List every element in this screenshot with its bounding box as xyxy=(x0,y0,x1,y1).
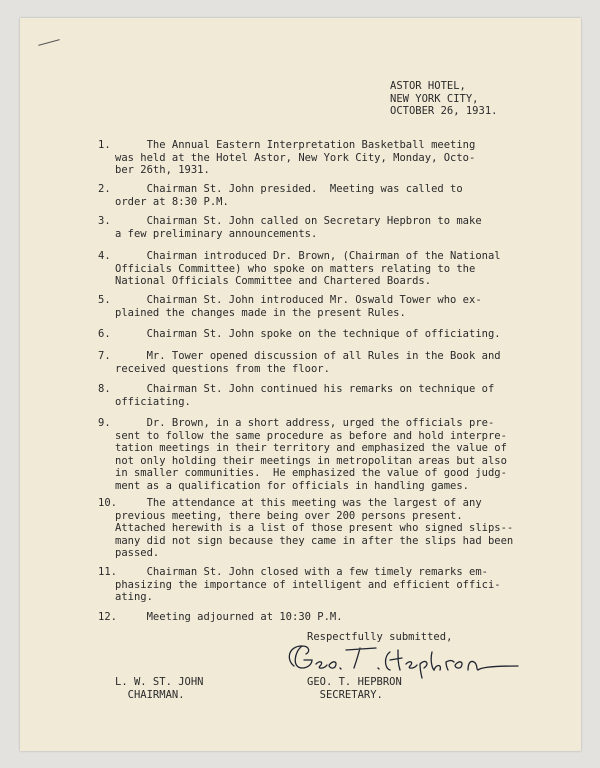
dateline xyxy=(390,80,497,118)
secretary-name: GEO. T. HEPBRON xyxy=(307,676,402,688)
secretary-signature-block xyxy=(307,676,402,701)
item-text: The Annual Eastern Interpretation Basketball meeting was held at the Hotel Astor, New York City, Monday, Octo- ber 26th, 1931. xyxy=(115,139,476,177)
item-text: The attendance at this meeting was the largest of any previous meeting, there being over 200 persons present. Attached herewith is a list of those present who signed slips-- many did not sign because they came in after the slips had been passed. xyxy=(115,497,514,560)
item-number: 12. xyxy=(98,611,117,623)
chairman-title: CHAIRMAN. xyxy=(115,688,185,701)
chairman-name: L. W. ST. JOHN xyxy=(115,676,204,688)
item-number: 2. xyxy=(98,183,111,195)
item-number: 5. xyxy=(98,294,111,306)
item-number: 1. xyxy=(98,139,111,151)
item-number: 10. xyxy=(98,497,117,509)
chairman-signature-block xyxy=(115,676,204,701)
item-text: Dr. Brown, in a short address, urged the officials pre- sent to follow the same procedure as before and hold interpre- tation meetings in their territory and emphasized the value of not only holding their meetings in metropolitan areas but also in smaller communities. He emphasized the value of good judg- ment as a qualification for officials in handling games. xyxy=(115,417,507,492)
item-number: 11. xyxy=(98,566,117,578)
handwritten-signature xyxy=(280,638,530,680)
item-number: 7. xyxy=(98,350,111,362)
closing-line: Respectfully submitted, xyxy=(307,631,453,643)
item-number: 3. xyxy=(98,215,111,227)
item-text: Mr. Tower opened discussion of all Rules in the Book and received questions from the floor. xyxy=(115,350,501,375)
secretary-title: SECRETARY. xyxy=(307,688,383,701)
item-text: Chairman St. John introduced Mr. Oswald Tower who ex- plained the changes made in the present Rules. xyxy=(115,294,482,319)
dateline-place: ASTOR HOTEL, xyxy=(390,80,466,92)
item-text: Chairman St. John continued his remarks on technique of officiating. xyxy=(115,383,495,408)
item-text: Chairman St. John spoke on the technique of officiating. xyxy=(115,328,501,340)
item-text: Meeting adjourned at 10:30 P.M. xyxy=(115,611,343,623)
item-number: 6. xyxy=(98,328,111,340)
item-text: Chairman St. John presided. Meeting was called to order at 8:30 P.M. xyxy=(115,183,463,208)
item-number: 8. xyxy=(98,383,111,395)
item-text: Chairman St. John closed with a few timely remarks em- phasizing the importance of intelligent and efficient offici- ating. xyxy=(115,566,501,604)
item-number: 9. xyxy=(98,417,111,429)
item-text: Chairman St. John called on Secretary Hepbron to make a few preliminary announcements. xyxy=(115,215,482,240)
dateline-date: OCTOBER 26, 1931. xyxy=(390,105,498,118)
item-number: 4. xyxy=(98,250,111,262)
dateline-city: NEW YORK CITY, xyxy=(390,92,479,105)
item-text: Chairman introduced Dr. Brown, (Chairman of the National Officials Committee) who spoke on matters relating to the National Officials Committee and Chartered Boards. xyxy=(115,250,501,288)
